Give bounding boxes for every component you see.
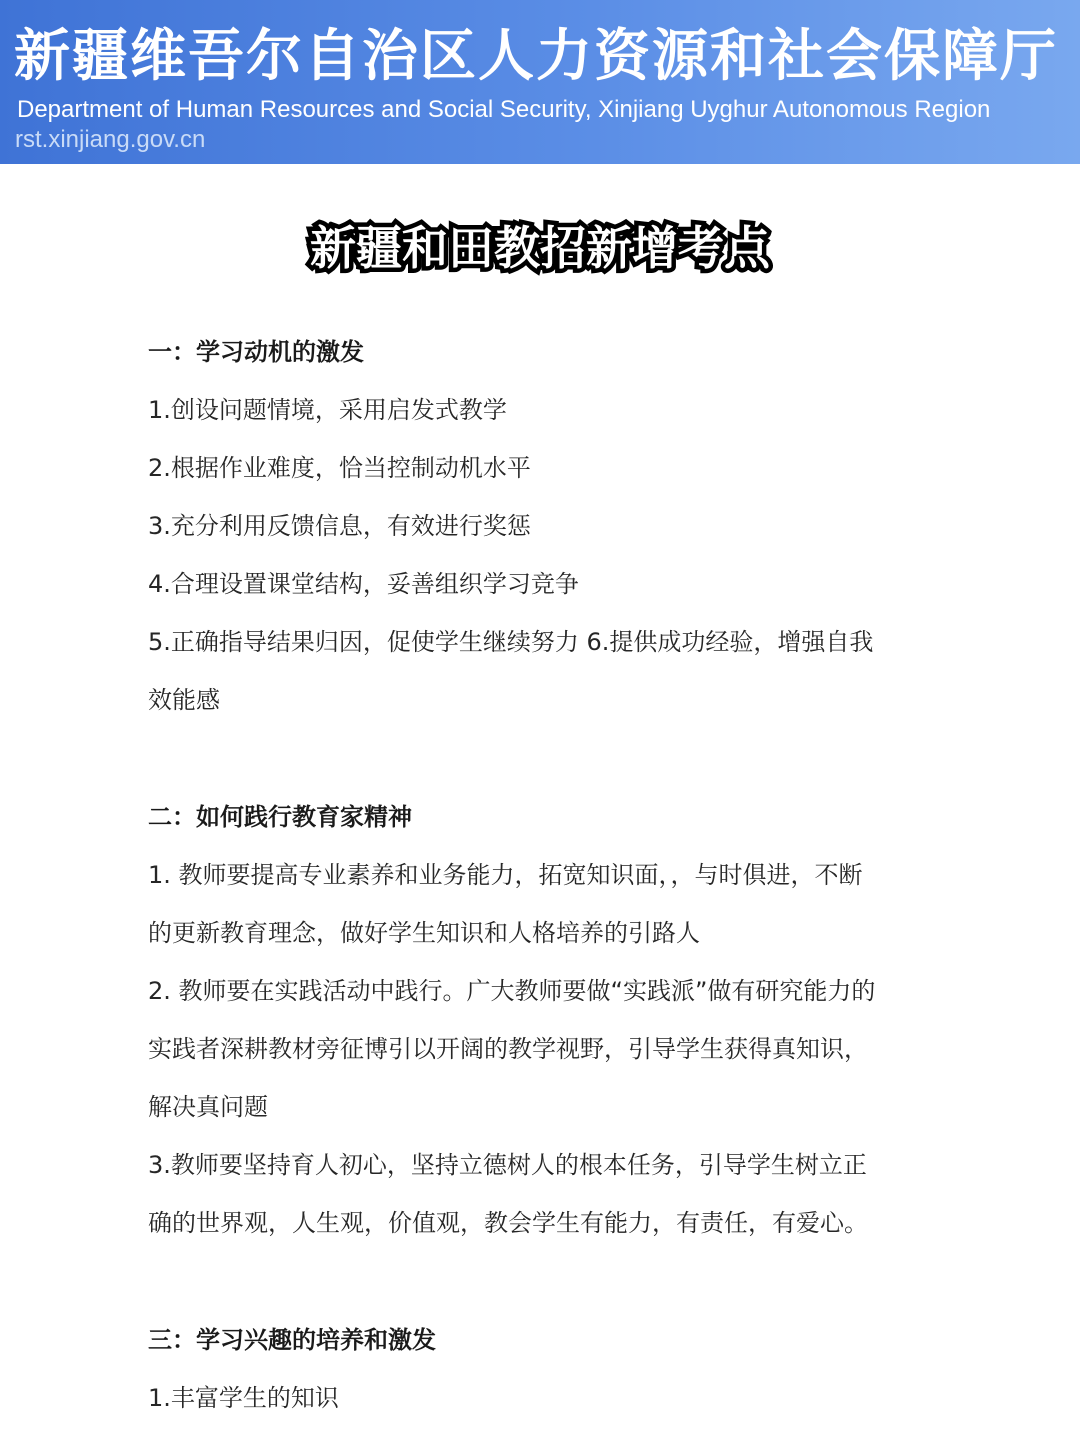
section-2-line-6: 3.教师要坚持育人初心，坚持立德树人的根本任务，引导学生树立正 [148, 1151, 867, 1179]
section-2-heading: 二：如何践行教育家精神 [148, 803, 412, 831]
section-1-line-4: 4.合理设置课堂结构，妥善组织学习竞争 [148, 570, 579, 598]
header-banner [0, 0, 1080, 164]
department-url: rst.xinjiang.gov.cn [15, 126, 206, 153]
section-2-line-4: 实践者深耕教材旁征博引以开阔的教学视野，引导学生获得真知识， [148, 1035, 868, 1063]
section-3-heading: 三：学习兴趣的培养和激发 [148, 1326, 436, 1354]
section-2-line-2: 的更新教育理念，做好学生知识和人格培养的引路人 [148, 919, 700, 947]
department-title-en: Department of Human Resources and Social Security, Xinjiang Uyghur Autonomous Region [17, 96, 991, 123]
section-1-line-1: 1.创设问题情境，采用启发式教学 [148, 396, 507, 424]
page-headline: 新疆和田教招新增考点 [310, 221, 770, 275]
section-1-line-2: 2.根据作业难度，恰当控制动机水平 [148, 454, 531, 482]
section-2-line-3: 2. 教师要在实践活动中践行。广大教师要做“实践派”做有研究能力的 [148, 977, 876, 1005]
section-2-line-1: 1. 教师要提高专业素养和业务能力，拓宽知识面，，与时俱进，不断 [148, 861, 863, 889]
section-2-line-7: 确的世界观，人生观，价值观，教会学生有能力，有责任，有爱心。 [148, 1209, 868, 1237]
section-1-line-3: 3.充分利用反馈信息，有效进行奖惩 [148, 512, 531, 540]
department-title-cn: 新疆维吾尔自治区人力资源和社会保障厅 [14, 24, 1058, 89]
section-2-line-5: 解决真问题 [148, 1093, 268, 1121]
section-1-heading: 一：学习动机的激发 [148, 338, 364, 366]
section-1-line-5: 5.正确指导结果归因，促使学生继续努力 6.提供成功经验，增强自我 [148, 628, 874, 656]
section-1-line-6: 效能感 [148, 686, 220, 714]
section-3-line-1: 1.丰富学生的知识 [148, 1384, 339, 1412]
